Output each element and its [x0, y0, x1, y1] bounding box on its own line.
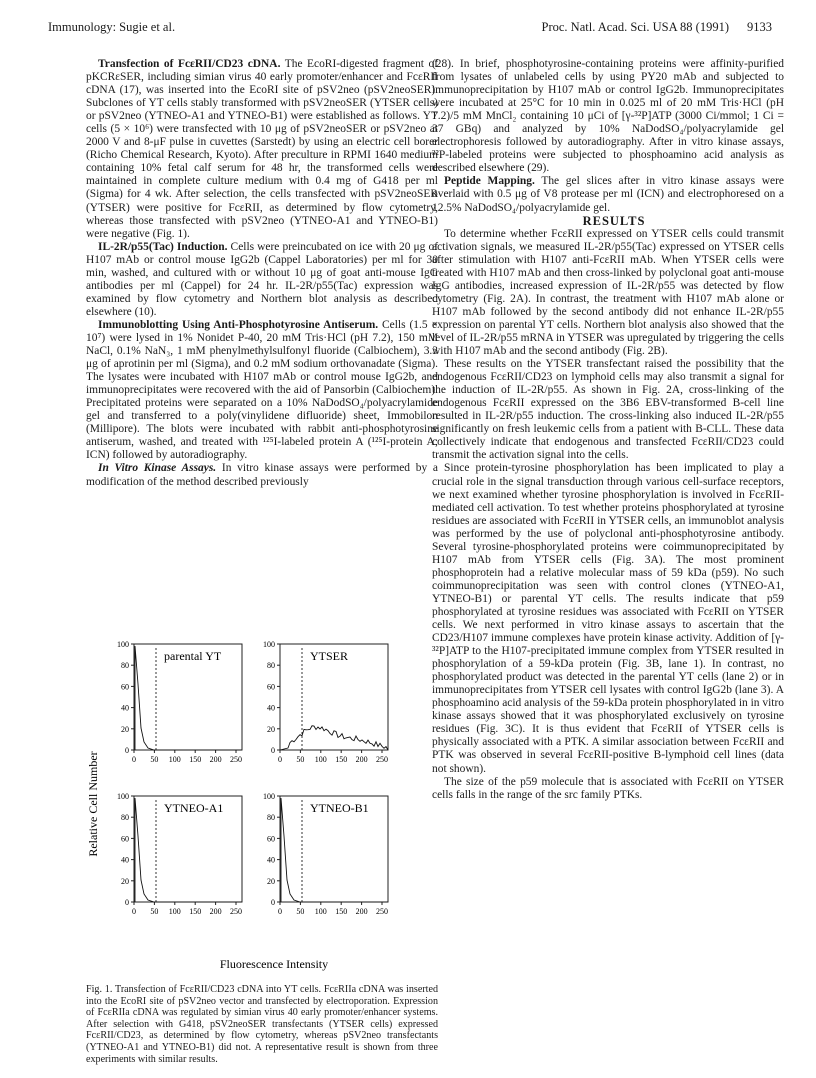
y-tick-label: 100 [263, 792, 275, 801]
heading-immunoblotting: Immunoblotting Using Anti-Phosphotyrosine Antiserum. [98, 318, 379, 331]
y-tick-label: 40 [121, 855, 129, 865]
y-tick-label: 80 [121, 813, 129, 823]
x-tick-label: 150 [335, 755, 348, 764]
x-tick-label: 250 [230, 755, 242, 764]
right-column [432, 58, 784, 802]
x-tick-label: 150 [189, 907, 202, 916]
x-tick-label: 0 [132, 907, 136, 916]
paragraph-immunoblotting [86, 319, 438, 463]
x-tick-label: 50 [296, 755, 305, 764]
x-tick-label: 150 [335, 907, 348, 916]
y-tick-label: 20 [121, 876, 129, 886]
y-tick-label: 0 [125, 898, 129, 907]
y-tick-label: 0 [271, 746, 275, 755]
text-immunoblotting: Cells (1.5 × 10⁷) were lysed in 1% Nonidet P-40, 20 mM Tris·HCl (pH 7.2), 150 mM NaCl, 0.1% NaN₃, 1 mM phenylmethylsulfonyl fluoride (Calbiochem), 3.3 μg of aprotinin per ml (Sigma), and 0.2 mM sodium orthovanadate (Sigma). The lysates were incubated with H107 mAb or control mouse IgG2b, and immunoprecipitates were recovered with the aid of Pansorbin (Calbiochem). Precipitated proteins were separated on a 10% NaDodSO₄/polyacrylamide gel and transferred to a poly(vinylidene difluoride) sheet, Immobilon (Millipore). The blots were incubated with rabbit anti-phosphotyrosine antiserum, washed, and treated with ¹²⁵I-labeled protein A (¹²⁵I-protein A; ICN) followed by autoradiography. [86, 318, 438, 462]
results-paragraph-2: These results on the YTSER transfectant raised the possibility that the endogenous FcεRII/CD23 on lymphoid cells may also transmit a signal for the induction of IL-2R/p55. As shown in Fig. 2A, cross-linking of the endogenous FcεRII expressed on the 3B6 EBV-transformed B-cell line resulted in IL-2R/p55 induction. The cross-linking also induced IL-2R/p55 significantly on fresh leukemic cells from a patient with B-CLL. These data collectively indicate that endogenous and transfected FcεRII/CD23 could transmit the activation signal into the cells. [432, 358, 784, 462]
caption-label: Fig. 1. [86, 984, 113, 995]
y-tick-label: 40 [121, 703, 129, 713]
x-tick-label: 250 [230, 907, 242, 916]
paragraph-peptide-mapping [432, 175, 784, 214]
text-transfection: The EcoRI-digested fragment of pKCRεSER, including simian virus 40 early promoter/enhancer and FcεRII cDNA (17), was inserted into the EcoRI site of pSV2neo (pSV2neoSER). Subclones of YT cells stably transformed with pSV2neoSER (YTSER cells) or pSV2neo (YTNEO-A1 and YTNEO-B1) were established as follows. YT cells (5 × 10⁶) were transfected with 10 μg of pSV2neoSER or pSV2neo at 2000 V and 8-μF pulse in cuvettes (Sarstedt) by using an electric cell borer (Richo Chemical Research, Kyoto). After preculture in RPMI 1640 medium containing 10% fetal calf serum for 48 hr, the transformed cells were maintained in complete culture medium with 0.4 mg of G418 per ml (Sigma) for 4 wk. After selection, the cells transfected with pSV2neoSER (YTSER) were positive for FcεRII, as determined by flow cytometry, whereas those transfected with pSV2neo (YTNEO-A1 and YTNEO-B1) were negative (Fig. 1). [86, 58, 439, 240]
y-axis-label: Relative Cell Number [86, 751, 100, 857]
y-tick-label: 60 [121, 834, 129, 844]
heading-transfection: Transfection of FcεRII/CD23 cDNA. [98, 58, 281, 70]
x-tick-label: 150 [189, 755, 202, 764]
x-axis-label: Fluorescence Intensity [219, 957, 329, 971]
x-tick-label: 250 [376, 907, 388, 916]
paragraph-kinase-continued: (28). In brief, phosphotyrosine-containing proteins were affinity-purified from lysates of unlabeled cells by using PY20 mAb and subjected to immunoprecipitation by H107 mAb or control IgG2b. Immunoprecipitates were incubated at 25°C for 10 min in 0.025 ml of 20 mM Tris·HCl (pH 7.2)/5 mM MnCl₂ containing 10 μCi of [γ-³²P]ATP (3000 Ci/mmol; 1 Ci = 37 GBq) and analyzed by 10% NaDodSO₄/polyacrylamide gel electrophoresis followed by autoradiography. After in vitro kinase assays, ³²P-labeled proteins were subjected to phosphoamino acid analysis as described elsewhere (29). [432, 58, 784, 175]
x-tick-label: 0 [132, 755, 136, 764]
x-tick-label: 250 [376, 755, 388, 764]
x-tick-label: 100 [168, 755, 181, 764]
running-header [48, 20, 772, 38]
x-tick-label: 100 [314, 755, 327, 764]
y-tick-label: 80 [121, 661, 129, 671]
x-tick-label: 0 [278, 755, 282, 764]
y-tick-label: 80 [267, 661, 275, 671]
paragraph-kinase-assays [86, 462, 438, 488]
results-paragraph-4: The size of the p59 molecule that is associated with FcεRII on YTSER cells falls in the range of the src family PTKs. [432, 775, 784, 801]
text-kinase-assays: In vitro kinase assays were performed by a modification of the method described previously [86, 462, 438, 488]
y-tick-label: 0 [271, 898, 275, 907]
panel-label-parental-yt: parental YT [164, 649, 222, 663]
journal-citation [524, 20, 772, 35]
y-tick-label: 100 [263, 640, 275, 649]
text-peptide-mapping: The gel slices after in vitro kinase assays were overlaid with 0.5 μg of V8 protease per ml (ICN) and electrophoresed on a 12.5% NaDodSO₄/polyacrylamide gel. [432, 175, 784, 214]
page-number: 9133 [747, 20, 772, 34]
x-tick-label: 200 [209, 755, 222, 764]
figure-1 [86, 634, 438, 974]
heading-kinase-assays: In Vitro Kinase Assays. [98, 462, 217, 475]
x-tick-label: 200 [355, 755, 368, 764]
y-tick-label: 100 [117, 640, 129, 649]
x-tick-label: 200 [209, 907, 222, 916]
y-tick-label: 40 [267, 855, 275, 865]
y-tick-label: 60 [267, 682, 275, 692]
journal-section: Immunology: Sugie et al. [48, 20, 176, 34]
results-paragraph-3: Since protein-tyrosine phosphorylation has been implicated to play a crucial role in the signal transduction through various cell-surface receptors, we next examined whether tyrosine phosphorylation is involved in FcεRII-mediated cell activation. To test whether proteins phosphorylated at tyrosine residues are associated with FcεRII in YTSER cells, an immunoblot analysis was performed by the use of polyclonal anti-phosphotyrosine antibody. Several tyrosine-phosphorylated proteins were coimmunoprecipitated by H107 mAb from YTSER cells (Fig. 3A). The most prominent phosphoprotein had a relative molecular mass of 59 kDa (p59). No such coimmunoprecipitation was seen with control clones (YTNEO-A1, YTNEO-B1) or parental YT cells. The results indicate that p59 phosphorylated at tyrosine residues was associated with FcεRII on YTSER cells. We next performed in vitro kinase assays to ascertain that the CD23/H107 immune complexes have protein kinase activity. Addition of [γ-³²P]ATP to the H107-precipitated immune complex from YTSER resulted in phosphorylation of a 59-kDa protein (Fig. 3B, lane 1). In contrast, no phosphorylated product was detected in the parental YT cells (lane 2) or in immunoprecipitates from YTSER cell lysates with control IgG2b (lane 3). A phosphoamino acid analysis of the 59-kDa protein phosphorylated in in vitro kinase assays showed that it was phosphorylated exclusively on tyrosine residues (Fig. 3C). It is thus evident that FcεRII of YTSER cells is physically associated with a PTK. A similar association between FcεRII and PTK was observed in several FcεRII-positive B-lymphoid cell lines (data not shown). [432, 462, 784, 775]
x-tick-label: 100 [314, 907, 327, 916]
x-tick-label: 50 [150, 907, 159, 916]
caption-body: Transfection of FcεRII/CD23 cDNA into YT cells. FcεRIIa cDNA was inserted into the EcoRI site of pSV2neo vector and transfected by electroporation. Expression of FcεRIIa cDNA was regulated by simian virus 40 early promoter/enhancer systems. After selection with G418, pSV2neoSER transfectants (YTSER cells) expressed FcεRII/CD23, as determined by flow cytometry, whereas pSV2neo transfectants (YTNEO-A1 and YTNEO-B1) did not. A representative result is shown from three experiments with similar results. [86, 984, 438, 1065]
left-column [86, 58, 438, 489]
paragraph-il2r-induction [86, 241, 438, 319]
y-tick-label: 20 [267, 724, 275, 734]
flow-cytometry-histograms [86, 634, 438, 974]
paragraph-transfection [86, 58, 438, 241]
panel-label-ytneo-b1: YTNEO-B1 [310, 801, 369, 815]
heading-il2r-induction: IL-2R/p55(Tac) Induction. [98, 240, 228, 253]
journal-name: Proc. Natl. Acad. Sci. USA 88 (1991) [541, 20, 729, 34]
y-tick-label: 20 [267, 876, 275, 886]
results-heading: RESULTS [582, 213, 646, 228]
panel-label-ytneo-a1: YTNEO-A1 [164, 801, 224, 815]
y-tick-label: 100 [117, 792, 129, 801]
heading-peptide-mapping: Peptide Mapping. [444, 175, 535, 188]
y-tick-label: 0 [125, 746, 129, 755]
text-il2r-induction: Cells were preincubated on ice with 20 μg of H107 mAb or control mouse IgG2b (Cappel Laboratories) per ml for 30 min, washed, and cultured with or without 10 μg of goat anti-mouse IgG antibodies per ml (Cappel) for 24 hr. IL-2R/p55(Tac) expression was examined by flow cytometry and Northern blot analysis as described elsewhere (10). [86, 240, 438, 318]
caption-text [86, 984, 438, 1065]
y-tick-label: 20 [121, 724, 129, 734]
y-tick-label: 40 [267, 703, 275, 713]
y-tick-label: 60 [267, 834, 275, 844]
results-paragraph-1: To determine whether FcεRII expressed on YTSER cells could transmit activation signals, we measured IL-2R/p55(Tac) expressed on YTSER cells after stimulation with H107 anti-FcεRII mAb. When YTSER cells were treated with H107 mAb and then cross-linked by polyclonal goat anti-mouse IgG antibodies, increased expression of IL-2R/p55 was detected by flow cytometry (Fig. 2A). In contrast, the treatment with H107 mAb alone or H107 mAb followed by the second antibody did not enhance IL-2R/p55 expression on parental YT cells. Northern blot analysis also showed that the level of IL-2R/p55 mRNA in YTSER was upregulated by triggering the cells with H107 mAb and the second antibody (Fig. 2B). [432, 227, 784, 358]
panel-label-ytser: YTSER [310, 649, 349, 663]
figure-1-caption [86, 984, 438, 1065]
x-tick-label: 50 [150, 755, 159, 764]
y-tick-label: 80 [267, 813, 275, 823]
x-tick-label: 50 [296, 907, 305, 916]
x-tick-label: 200 [355, 907, 368, 916]
histogram-ytser [280, 726, 388, 750]
y-tick-label: 60 [121, 682, 129, 692]
x-tick-label: 0 [278, 907, 282, 916]
x-tick-label: 100 [168, 907, 181, 916]
